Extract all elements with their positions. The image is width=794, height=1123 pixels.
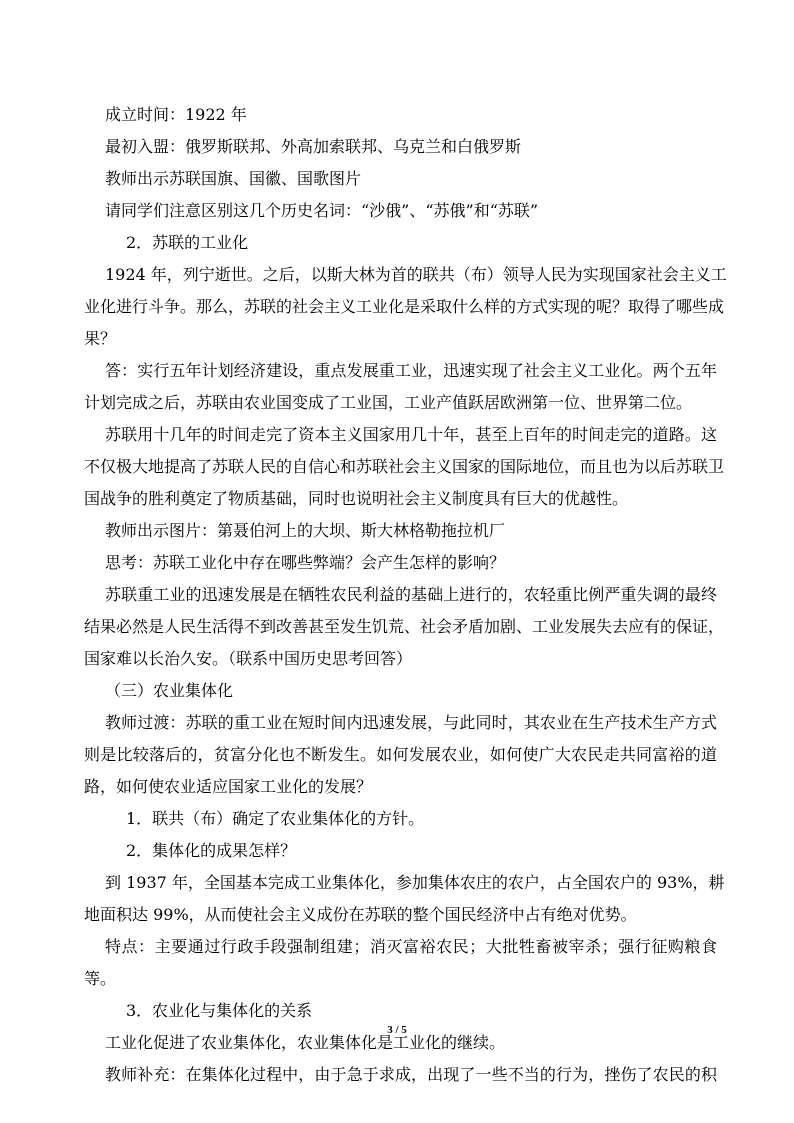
text-line: 果？ bbox=[84, 329, 117, 348]
text-line: 成立时间：1922 年 bbox=[105, 105, 247, 124]
text-line: 到 1937 年，全国基本完成工业集体化，参加集体农庄的农户，占全国农户的 93%，耕 bbox=[105, 873, 725, 892]
text-line: 计划完成之后，苏联由农业国变成了工业国，工业产值跃居欧洲第一位、世界第二位。 bbox=[84, 393, 693, 412]
text-line: 请同学们注意区别这几个历史名词：“沙俄”、“苏俄”和“苏联” bbox=[105, 201, 539, 220]
text-line: 结果必然是人民生活得不到改善甚至发生饥荒、社会矛盾加剧、工业发展失去应有的保证， bbox=[84, 617, 725, 636]
text-line: 不仅极大地提高了苏联人民的自信心和苏联社会主义国家的国际地位，而且也为以后苏联卫 bbox=[84, 457, 725, 476]
text-line: 教师出示苏联国旗、国徽、国歌图片 bbox=[105, 169, 362, 188]
text-line: 国家难以长治久安。（联系中国历史思考回答） bbox=[84, 649, 413, 668]
text-line: 1924 年，列宁逝世。之后，以斯大林为首的联共（布）领导人民为实现国家社会主义工 bbox=[105, 265, 727, 284]
text-line: 苏联用十几年的时间走完了资本主义国家用几十年，甚至上百年的时间走完的道路。这 bbox=[105, 425, 717, 444]
section-heading: 3．农业化与集体化的关系 bbox=[126, 1001, 313, 1020]
text-line: 1．联共（布）确定了农业集体化的方针。 bbox=[126, 809, 425, 828]
text-line: 国战争的胜利奠定了物质基础，同时也说明社会主义制度具有巨大的优越性。 bbox=[84, 489, 629, 508]
text-line: 路，如何使农业适应国家工业化的发展？ bbox=[84, 777, 373, 796]
text-line: 教师过渡：苏联的重工业在短时间内迅速发展，与此同时，其农业在生产技术生产方式 bbox=[105, 713, 717, 732]
text-line: 地面积达 99%，从而使社会主义成份在苏联的整个国民经济中占有绝对优势。 bbox=[84, 905, 637, 924]
text-line: 苏联重工业的迅速发展是在牺牲农民利益的基础上进行的，农轻重比例严重失调的最终 bbox=[105, 585, 717, 604]
text-line: 业化进行斗争。那么，苏联的社会主义工业化是采取什么样的方式实现的呢？取得了哪些成 bbox=[84, 297, 725, 316]
text-line: 特点：主要通过行政手段强制组建；消灭富裕农民；大批牲畜被宰杀；强行征购粮食 bbox=[105, 937, 717, 956]
document-body bbox=[84, 99, 727, 1091]
text-line: 等。 bbox=[84, 969, 117, 988]
page-number: 3 / 5 bbox=[387, 1024, 407, 1036]
text-line: 答：实行五年计划经济建设，重点发展重工业，迅速实现了社会主义工业化。两个五年 bbox=[105, 361, 717, 380]
text-line: 教师出示图片：第聂伯河上的大坝、斯大林格勒拖拉机厂 bbox=[105, 521, 506, 540]
section-heading: 2．苏联的工业化 bbox=[126, 233, 249, 252]
text-line: 思考：苏联工业化中存在哪些弊端？会产生怎样的影响？ bbox=[105, 553, 506, 572]
text-line: 最初入盟：俄罗斯联邦、外高加索联邦、乌克兰和白俄罗斯 bbox=[105, 137, 522, 156]
text-line: 教师补充：在集体化过程中，由于急于求成，出现了一些不当的行为，挫伤了农民的积 bbox=[105, 1065, 717, 1084]
text-line: 则是比较落后的，贫富分化也不断发生。如何发展农业，如何使广大农民走共同富裕的道 bbox=[84, 745, 717, 764]
text-line: 工业化促进了农业集体化，农业集体化是工业化的继续。 bbox=[105, 1033, 506, 1052]
section-heading: （三）农业集体化 bbox=[105, 681, 234, 700]
text-line: 2．集体化的成果怎样？ bbox=[126, 841, 297, 860]
